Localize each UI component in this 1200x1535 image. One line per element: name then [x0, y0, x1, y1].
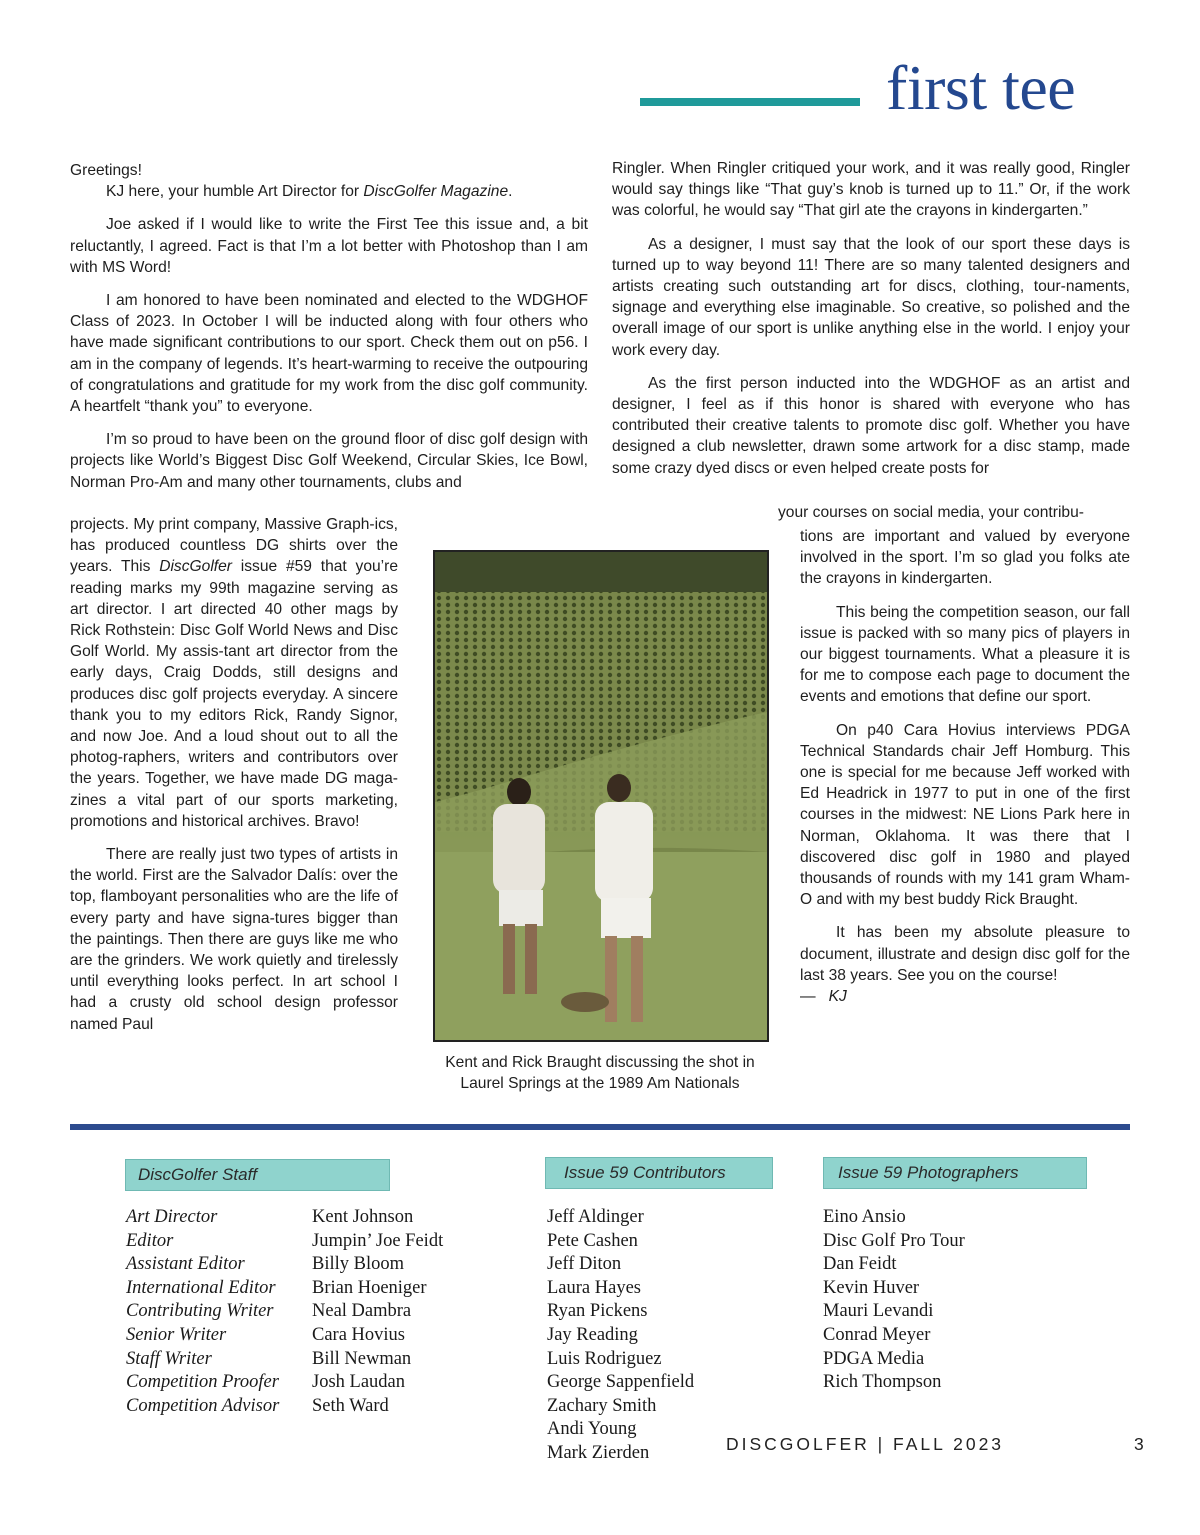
article-column-left-top: [70, 160, 588, 493]
contributor-name: Luis Rodriguez: [547, 1348, 662, 1369]
photographer-name: PDGA Media: [823, 1348, 925, 1369]
staff-role: Senior Writer: [126, 1324, 227, 1345]
page-number: 3: [1134, 1434, 1144, 1454]
caption-line-2: Laurel Springs at the 1989 Am Nationals: [460, 1075, 740, 1092]
contributor-name: Ryan Pickens: [547, 1301, 648, 1322]
photo-illustration: [435, 552, 767, 1040]
intro-paragraph: [70, 181, 588, 202]
signoff-dash: —: [800, 988, 816, 1006]
paragraph-1: Joe asked if I would like to write the First Tee this issue and, a bit reluctantly, I agreed. Fact is that I’m a lot better with Photoshop than I am with MS Word!: [70, 216, 588, 276]
staff-role: Competition Proofer: [126, 1372, 279, 1393]
staff-role: Editor: [126, 1230, 174, 1251]
paragraph-9: On p40 Cara Hovius interviews PDGA Technical Standards chair Jeff Homburg. This one is special for me because Jeff worked with Ed Headrick in 1977 to put in one of the first courses in the midwest: NE Lions Park here in Norman, Oklahoma. It was there that I discovered disc golf in 1980 and played thousands of rounds with my 141 gram Wham-O and with my best buddy Rick Braught.: [800, 721, 1130, 909]
staff-role: Staff Writer: [126, 1348, 212, 1369]
photographer-name: Mauri Levandi: [823, 1301, 934, 1322]
contributor-name: Pete Cashen: [547, 1230, 638, 1251]
photographer-name: Disc Golf Pro Tour: [823, 1230, 965, 1251]
photographer-name: Eino Ansio: [823, 1207, 906, 1227]
footer-magazine-issue: DISCGOLFER | FALL 2023: [726, 1434, 1005, 1454]
article-column-right-bottom: [800, 526, 1130, 1007]
greeting: Greetings!: [70, 162, 142, 179]
disc-bag: [561, 992, 609, 1012]
staff-name: Jumpin’ Joe Feidt: [312, 1230, 444, 1251]
paragraph-2: I am honored to have been nominated and elected to the WDGHOF Class of 2023. In October I will be inducted along with four others who have made significant contributions to our sport. Check them out on p56. I am in the company of legends. It’s heart-warming to receive the outpouring of congratulations and gratitude for my work from the disc golf community. A heartfelt “thank you” to everyone.: [70, 292, 588, 416]
contributor-name: George Sappenfield: [547, 1372, 695, 1393]
contributor-name: Laura Hayes: [547, 1277, 641, 1298]
staff-names: [312, 1206, 443, 1418]
staff-name: Bill Newman: [312, 1348, 412, 1369]
staff-name: Neal Dambra: [312, 1301, 412, 1322]
contributor-name: Jeff Aldinger: [547, 1207, 644, 1227]
staff-role: Assistant Editor: [126, 1254, 245, 1275]
staff-name: Kent Johnson: [312, 1207, 414, 1227]
photo-caption: [418, 1052, 782, 1094]
paragraph-6: As a designer, I must say that the look of our sport these days is turned up to way beyond 11! There are so many talented designers and artists creating such outstanding art for discs, clothing, tour-naments, signage and everything else imaginable. So creative, so polished and the overall image of our sport is unlike anything else in the world. I enjoy your work every day.: [612, 235, 1130, 359]
signoff: [800, 986, 1130, 1007]
staff-name: Josh Laudan: [312, 1372, 405, 1393]
staff-role: International Editor: [126, 1277, 276, 1298]
article-column-left-bottom: [70, 514, 398, 1047]
photographer-name: Kevin Huver: [823, 1277, 920, 1298]
section-title: first tee: [886, 52, 1076, 123]
magazine-name-2: DiscGolfer: [159, 558, 232, 576]
contributor-name: Mark Zierden: [547, 1442, 650, 1463]
contributors-heading: Issue 59 Contributors: [545, 1157, 773, 1189]
staff-role: Art Director: [126, 1207, 218, 1227]
magazine-name: DiscGolfer Magazine: [363, 183, 509, 201]
article-photo: [433, 550, 769, 1042]
article-column-right-top: [612, 158, 1130, 479]
photographer-name: Rich Thompson: [823, 1372, 942, 1393]
contributor-name: Jeff Diton: [547, 1254, 622, 1275]
staff-name: Billy Bloom: [312, 1254, 405, 1275]
caption-line-1: Kent and Rick Braught discussing the shot in: [445, 1054, 755, 1071]
staff-role: Competition Advisor: [126, 1395, 280, 1416]
paragraph-7-top: As the first person inducted into the WDGHOF as an artist and designer, I feel as if this honor is shared with everyone who has contributed their creative talents to promote disc golf. Whether you have designed a club newsletter, drawn some artwork for a disc stamp, made some crazy dyed discs or even helped create posts for: [612, 374, 1130, 477]
staff-heading: DiscGolfer Staff: [125, 1159, 390, 1191]
paragraph-3-text-a: projects. My print company, Massive Graph-ics, has produced countless DG shirts over the years. This: [70, 516, 398, 576]
intro-suffix: .: [508, 183, 513, 201]
paragraph-8: This being the competition season, our fall issue is packed with so many pics of players in our biggest tournaments. What a pleasure it is for me to compose each page to document the events and emotions that define our sport.: [800, 603, 1130, 706]
contributor-name: Jay Reading: [547, 1324, 638, 1345]
photographer-name: Dan Feidt: [823, 1254, 897, 1275]
contributors-list: [547, 1206, 694, 1466]
credits-rule: [70, 1124, 1130, 1130]
paragraph-5: Ringler. When Ringler critiqued your work, and it was really good, Ringler would say things like “That guy’s knob is turned up to 11.” Or, if the work was colorful, he would say “That girl ate the crayons in kindergarten.”: [612, 160, 1130, 220]
signoff-initials: KJ: [828, 988, 847, 1006]
staff-roles: [126, 1206, 279, 1418]
staff-name: Seth Ward: [312, 1395, 389, 1416]
paragraph-7-bottom: tions are important and valued by everyone involved in the sport. I’m so glad you folks ate the crayons in kindergarten.: [800, 528, 1130, 588]
photographers-list: [823, 1206, 965, 1395]
contributor-name: Andi Young: [547, 1419, 637, 1440]
contributor-name: Zachary Smith: [547, 1395, 657, 1416]
staff-name: Cara Hovius: [312, 1324, 405, 1345]
paragraph-10: It has been my absolute pleasure to document, illustrate and design disc golf for the last 38 years. See you on the course!: [800, 924, 1130, 984]
paragraph-3-text-b: issue #59 that you’re reading marks my 99th magazine serving as art director. I art directed 40 other mags by Rick Rothstein: Disc Golf World News and Disc Golf World. My assis-tant art director from the early days, Craig Dodds, still designs and produces disc golf projects everyday. A sincere thank you to my editors Rick, Randy Signor, and now Joe. And a loud shout out to all the photog-raphers, writers and contributors over the years. Together, we have made DG maga-zines a vital part of our sports marketing, promotions and historical archives. Bravo!: [70, 558, 399, 830]
intro-text: KJ here, your humble Art Director for: [106, 183, 364, 201]
photographer-name: Conrad Meyer: [823, 1324, 931, 1345]
paragraph-7-wrap-line: your courses on social media, your contribu-: [778, 504, 1084, 521]
paragraph-4: There are really just two types of artists in the world. First are the Salvador Dalís: over the top, flamboyant personalities who are the life of every party and have signa-tures bigger than the paintings. Then there are guys like me who are the grinders. We work quietly and tirelessly until everything looks perfect. In art school I had a crusty old school design professor named Paul: [70, 846, 398, 1033]
paragraph-3-bottom: [70, 514, 398, 832]
paragraph-3-top: I’m so proud to have been on the ground floor of disc golf design with projects like World’s Biggest Disc Golf Weekend, Circular Skies, Ice Bowl, Norman Pro-Am and many other tournaments, clubs and: [70, 431, 588, 491]
photographers-heading: Issue 59 Photographers: [823, 1157, 1087, 1189]
staff-role: Contributing Writer: [126, 1301, 274, 1322]
staff-name: Brian Hoeniger: [312, 1277, 427, 1298]
header-rule: [640, 98, 860, 106]
